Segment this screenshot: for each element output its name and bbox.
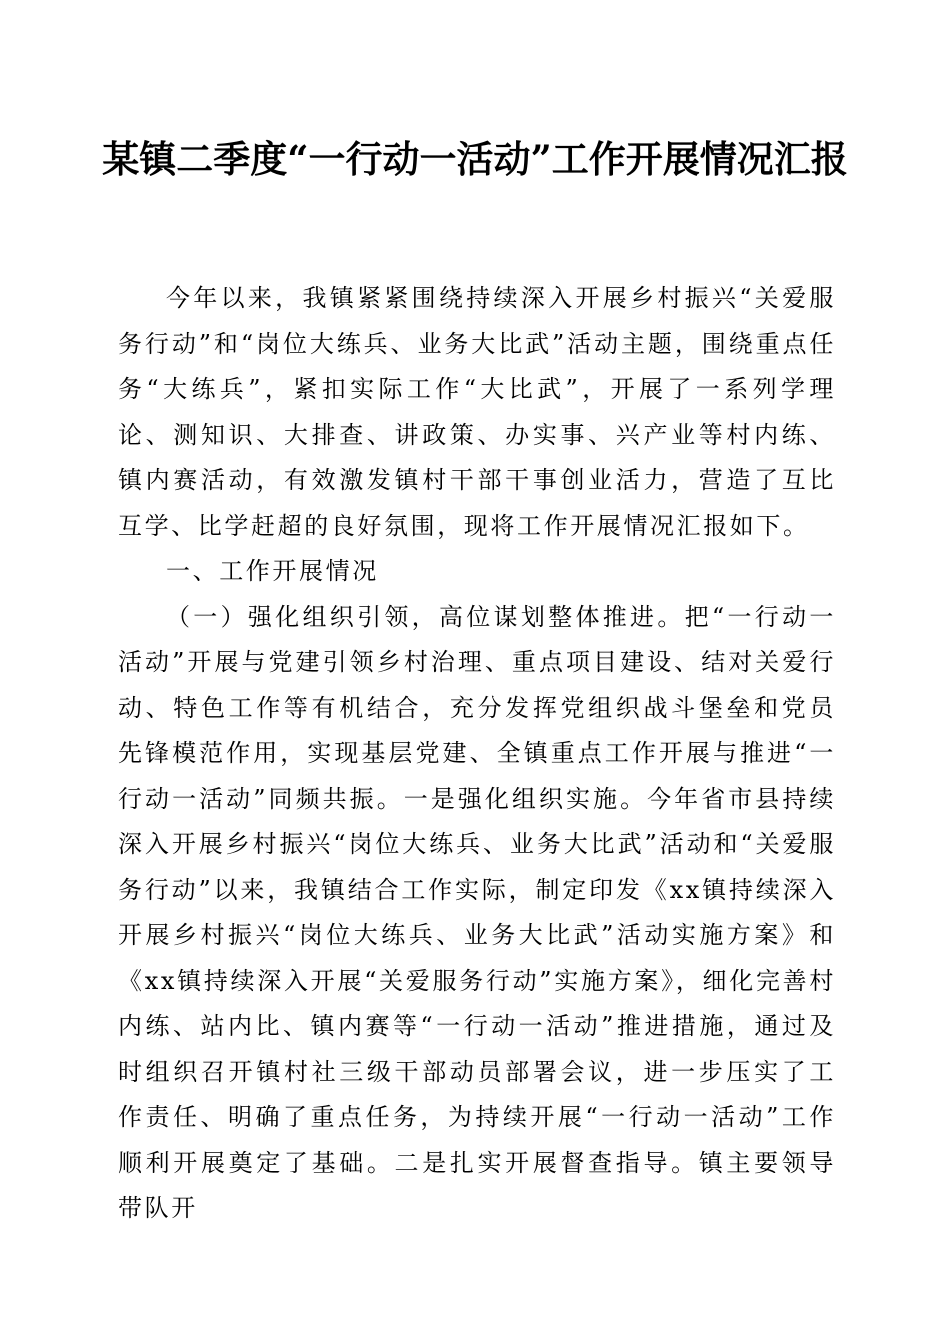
document-body: [118, 276, 836, 1232]
subsection-heading: （一）强化组织引领，高位谋划整体推进。: [166, 602, 685, 631]
subsection-body: 把“一行动一活动”开展与党建引领乡村治理、重点项目建设、结对关爱行动、特色工作等有机结合，充分发挥党组织战斗堡垒和党员先锋模范作用，实现基层党建、全镇重点工作开展与推进“一行动一活动”同频共振。一是强化组织实施。今年省市县持续深入开展乡村振兴“岗位大练兵、业务大比武”活动和“关爱服务行动”以来，我镇结合工作实际，制定印发《xx镇持续深入开展乡村振兴“岗位大练兵、业务大比武”活动实施方案》和《xx镇持续深入开展“关爱服务行动”实施方案》，细化完善村内练、站内比、镇内赛等“一行动一活动”推进措施，通过及时组织召开镇村社三级干部动员部署会议，进一步压实了工作责任、明确了重点任务，为持续开展“一行动一活动”工作顺利开展奠定了基础。二是扎实开展督查指导。镇主要领导带队开: [118, 602, 836, 1222]
document-title: 某镇二季度“一行动一活动”工作开展情况汇报: [102, 137, 848, 181]
intro-paragraph: 今年以来，我镇紧紧围绕持续深入开展乡村振兴“关爱服务行动”和“岗位大练兵、业务大比武”活动主题，围绕重点任务“大练兵”，紧扣实际工作“大比武”，开展了一系列学理论、测知识、大排查、讲政策、办实事、兴产业等村内练、镇内赛活动，有效激发镇村干部干事创业活力，营造了互比互学、比学赶超的良好氛围，现将工作开展情况汇报如下。: [118, 284, 836, 540]
section-heading: 一、工作开展情况: [166, 557, 379, 585]
subsection-paragraph: [118, 595, 836, 1232]
